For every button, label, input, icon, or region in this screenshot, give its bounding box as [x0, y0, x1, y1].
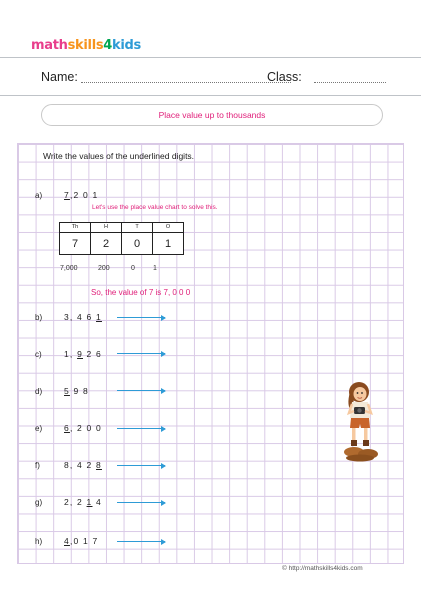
answer-arrow-g	[117, 502, 165, 503]
chart-value-h: 200	[98, 265, 110, 272]
answer-arrow-h	[117, 541, 165, 542]
header-divider-bottom	[0, 95, 421, 96]
question-number-c: 1, 9 2 6	[64, 349, 102, 359]
chart-value-t: 0	[131, 265, 135, 272]
chart-header-t: T	[122, 223, 153, 233]
question-number-a	[64, 190, 98, 200]
question-number-h: 4,0 1 7	[64, 536, 99, 546]
chart-header-h: H	[91, 223, 122, 233]
underlined-digit: 1	[86, 497, 93, 507]
question-number-d: 5 9 8	[64, 386, 89, 396]
instruction-text: Write the values of the underlined digits.	[43, 151, 195, 161]
question-label-c: c)	[35, 350, 42, 359]
worksheet-title: Place value up to thousands	[41, 104, 383, 126]
question-number-f: 8, 4 2 8	[64, 460, 102, 470]
chart-value-th: 7,000	[60, 265, 78, 272]
underlined-digit: 8	[96, 460, 102, 470]
answer-arrow-c	[117, 353, 165, 354]
chart-digit-o: 1	[153, 233, 184, 255]
answer-arrow-f	[117, 465, 165, 466]
question-label-f: f)	[35, 461, 40, 470]
name-field[interactable]	[81, 82, 291, 83]
underlined-digit: 4	[64, 536, 70, 546]
example-answer: So, the value of 7 is 7, 0 0 0	[91, 288, 191, 297]
question-label-g: g)	[35, 498, 43, 507]
girl-hiker-illustration	[340, 380, 380, 462]
underlined-digit: 7	[64, 190, 70, 200]
question-label-d: d)	[35, 387, 43, 396]
header-divider-top	[0, 57, 421, 58]
chart-header-th: Th	[60, 223, 91, 233]
answer-arrow-b	[117, 317, 165, 318]
question-label-b: b)	[35, 313, 43, 322]
question-label-a: a)	[35, 191, 43, 200]
question-number-b: 3, 4 6 1	[64, 312, 102, 322]
name-class-row	[41, 70, 391, 88]
answer-arrow-d	[117, 390, 165, 391]
chart-digit-th: 7	[60, 233, 91, 255]
chart-digit-h: 2	[91, 233, 122, 255]
place-value-chart	[59, 222, 184, 255]
question-number-e: 6, 2 0 0	[64, 423, 102, 433]
footer-copyright[interactable]: © http://mathskills4kids.com	[282, 565, 363, 572]
logo-part-skills: skills	[67, 38, 104, 53]
logo-part-math: math	[31, 38, 68, 53]
underlined-digit: 6	[64, 423, 70, 433]
underlined-digit: 1	[96, 312, 102, 322]
class-label: Class:	[267, 70, 302, 84]
class-field[interactable]	[314, 82, 386, 83]
question-label-h: h)	[35, 537, 43, 546]
logo-part-kids: kids	[112, 38, 141, 53]
underlined-digit: 5	[64, 386, 70, 396]
number-rest: ,2 0 1	[69, 190, 99, 200]
chart-value-o: 1	[153, 265, 157, 272]
name-label: Name:	[41, 70, 78, 84]
site-logo	[31, 38, 141, 52]
example-hint: Let's use the place value chart to solve this.	[92, 204, 218, 211]
underlined-digit: 9	[77, 349, 83, 359]
question-number-g: 2, 2 1 4	[64, 497, 102, 507]
answer-arrow-e	[117, 428, 165, 429]
chart-digit-t: 0	[122, 233, 153, 255]
chart-header-o: O	[153, 223, 184, 233]
question-label-e: e)	[35, 424, 43, 433]
logo-part-4: 4	[103, 38, 113, 53]
